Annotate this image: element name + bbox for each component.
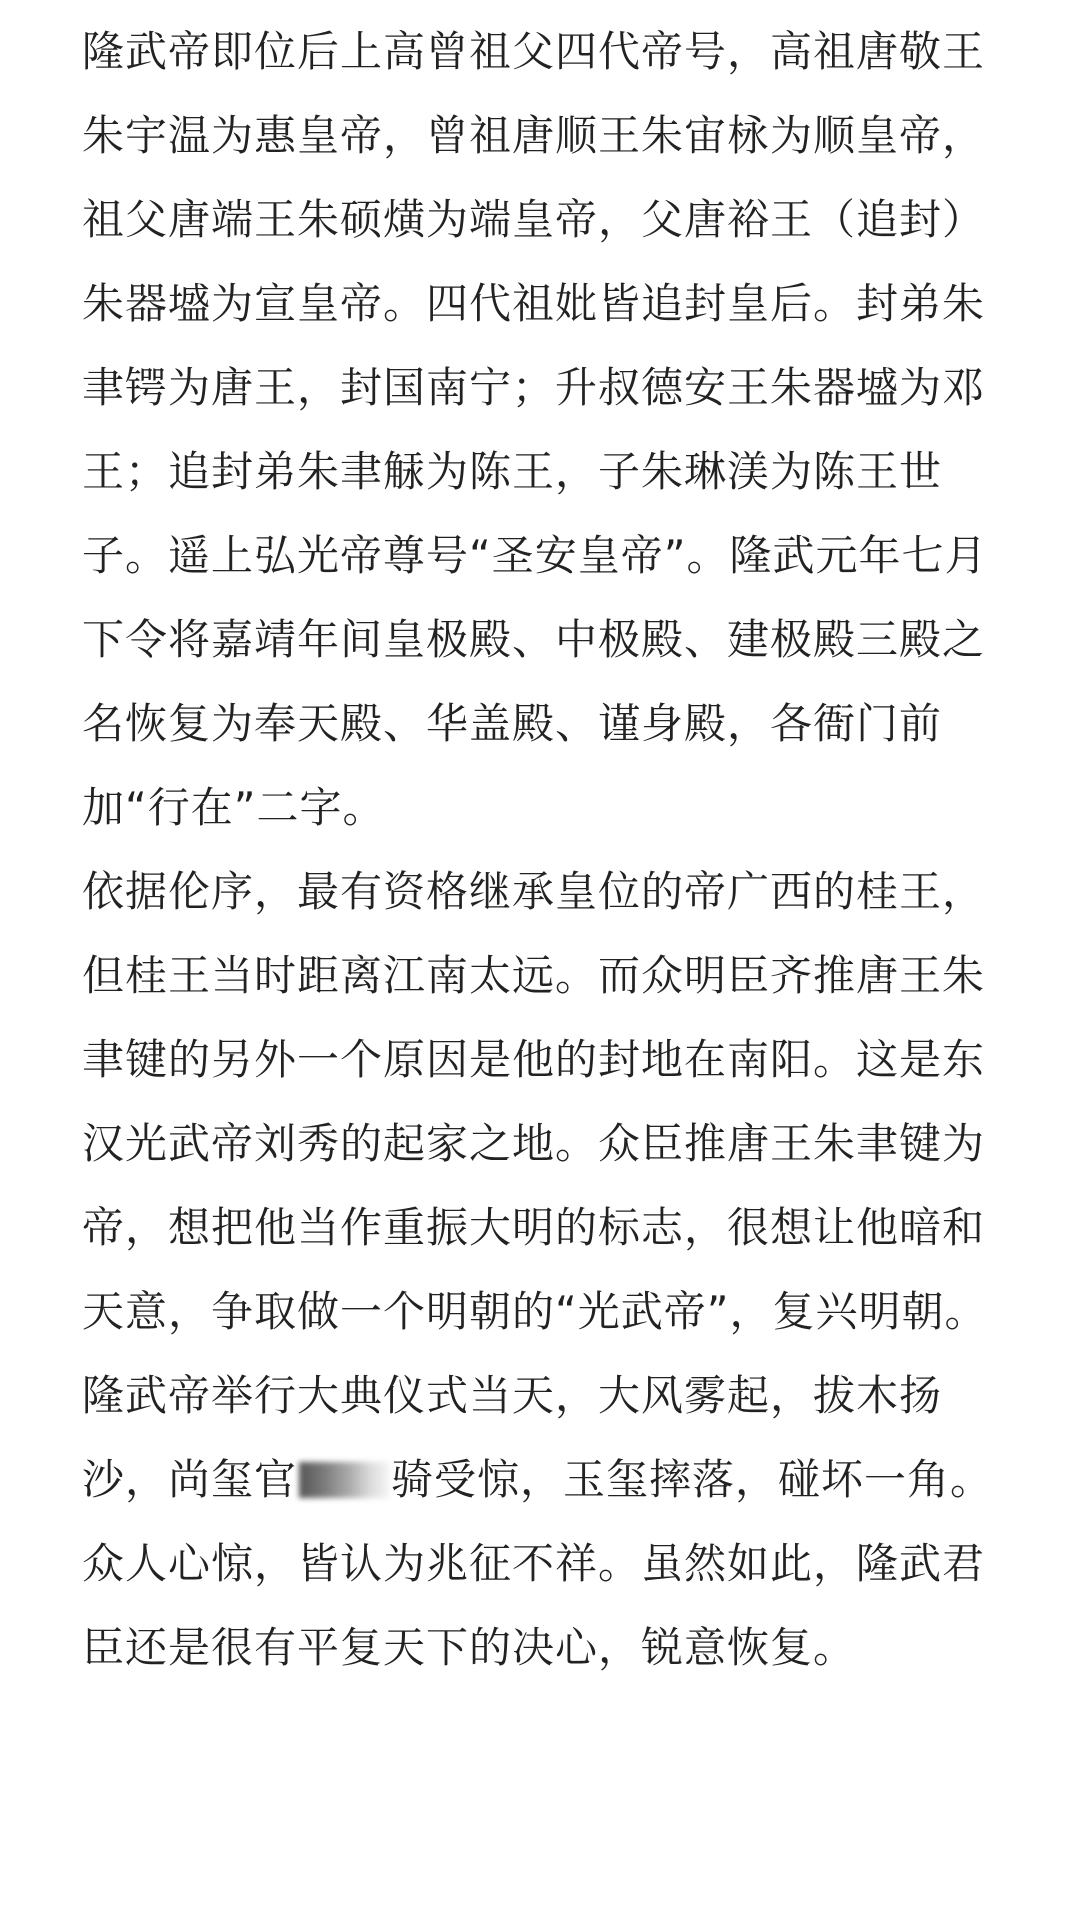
paragraph-ceremony-text-end: 骑受惊，玉玺摔落，碰坏一角。众人心惊，皆认为兆征不祥。虽然如此，隆武君臣还是很有平复天下的决心，锐意恢复。 xyxy=(82,1455,994,1672)
article-body xyxy=(82,10,1002,1690)
paragraph-ceremony-text-start: 隆武帝举行大典仪式当天，大风雾起，拔木扬沙，尚玺官 xyxy=(82,1371,943,1504)
paragraph-posthumous-titles: 隆武帝即位后上高曾祖父四代帝号，高祖唐敬王朱宇温为惠皇帝，曾祖唐顺王朱宙栐为顺皇帝，祖父唐端王朱硕熿为端皇帝，父唐裕王（追封）朱器墭为宣皇帝。四代祖妣皆追封皇后。封弟朱聿锷为唐王，封国南宁；升叔德安王朱器墭为邓王；追封弟朱聿觨为陈王，子朱琳渼为陈王世子。遥上弘光帝尊号“圣安皇帝”。隆武元年七月下令将嘉靖年间皇极殿、中极殿、建极殿三殿之名恢复为奉天殿、华盖殿、谨身殿，各衙门前加“行在”二字。 xyxy=(82,27,988,832)
paragraph-ceremony xyxy=(82,1354,1002,1690)
paragraph-succession-reason: 依据伦序，最有资格继承皇位的帝广西的桂王，但桂王当时距离江南太远。而众明臣齐推唐王朱聿键的另外一个原因是他的封地在南阳。这是东汉光武帝刘秀的起家之地。众臣推唐王朱聿键为帝，想把他当作重振大明的标志，很想让他暗和天意，争取做一个明朝的“光武帝”，复兴明朝。 xyxy=(82,867,988,1336)
blurred-name-mark xyxy=(299,1462,389,1498)
